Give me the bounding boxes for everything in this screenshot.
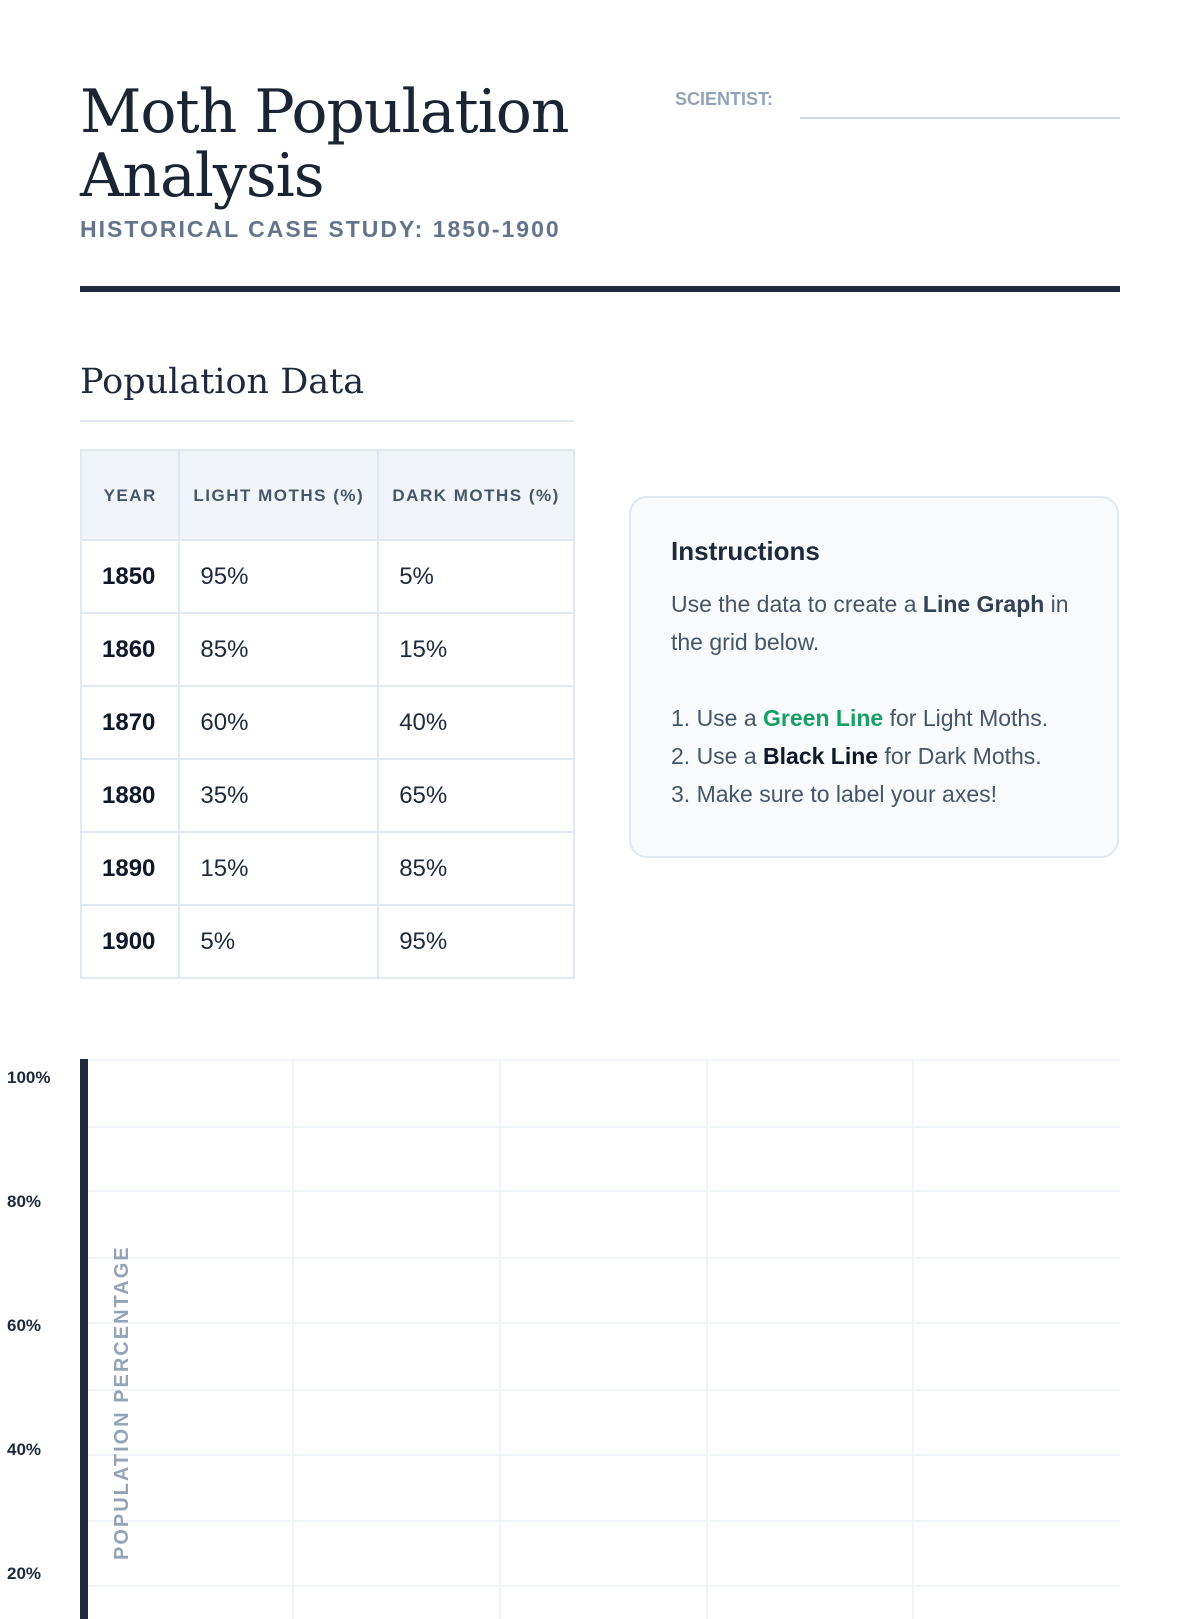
- table-header-row: [81, 450, 574, 540]
- intro-text: Use the data to create a: [671, 591, 923, 617]
- instruction-step: [671, 699, 1077, 737]
- year-cell: 1870: [81, 686, 179, 759]
- instructions-heading: Instructions: [671, 536, 820, 566]
- light-moths-cell: 5%: [179, 905, 378, 978]
- intro-text-end: in the grid below.: [671, 591, 1069, 655]
- y-tick-label: 100%: [7, 1068, 51, 1087]
- y-axis-label: POPULATION PERCENTAGE: [111, 1245, 133, 1560]
- step-text: 3. Make sure to label your axes!: [671, 781, 997, 807]
- instructions-box: [629, 496, 1119, 858]
- instructions-steps: [671, 699, 1077, 813]
- table-row: [81, 686, 574, 759]
- scientist-label: SCIENTIST:: [675, 89, 774, 109]
- step-text-end: for Dark Moths.: [878, 743, 1042, 769]
- dark-moths-cell: 5%: [378, 540, 574, 613]
- table-row: [81, 540, 574, 613]
- column-header-year: YEAR: [81, 450, 179, 540]
- line-graph-emphasis: Line Graph: [922, 591, 1045, 617]
- year-cell: 1850: [81, 540, 179, 613]
- table-row: [81, 905, 574, 978]
- table-row: [81, 832, 574, 905]
- column-header-dark-moths: DARK MOTHS (%): [378, 450, 574, 540]
- dark-moths-cell: 40%: [378, 686, 574, 759]
- year-cell: 1890: [81, 832, 179, 905]
- step-text-end: for Light Moths.: [883, 705, 1049, 731]
- graph-grid[interactable]: [80, 1059, 1120, 1619]
- year-cell: 1860: [81, 613, 179, 686]
- light-moths-cell: 60%: [179, 686, 378, 759]
- dark-moths-cell: 65%: [378, 759, 574, 832]
- y-tick-label: 40%: [7, 1440, 42, 1459]
- green-line-highlight: Green Line: [763, 705, 884, 731]
- scientist-name-line: [800, 117, 1120, 119]
- light-moths-cell: 35%: [179, 759, 378, 832]
- step-text: 2. Use a: [671, 743, 764, 769]
- instruction-step: [671, 737, 1077, 775]
- dark-moths-cell: 85%: [378, 832, 574, 905]
- section-title: Population Data: [80, 362, 365, 402]
- y-tick-label: 20%: [7, 1564, 42, 1583]
- black-line-highlight: Black Line: [763, 743, 879, 769]
- table-row: [81, 759, 574, 832]
- light-moths-cell: 95%: [179, 540, 378, 613]
- page-subtitle: HISTORICAL CASE STUDY: 1850-1900: [80, 216, 561, 242]
- step-text: 1. Use a: [671, 705, 764, 731]
- table-row: [81, 613, 574, 686]
- y-tick-label: 60%: [7, 1316, 42, 1335]
- year-cell: 1900: [81, 905, 179, 978]
- page-title: Moth Population Analysis: [80, 77, 569, 211]
- column-header-light-moths: LIGHT MOTHS (%): [179, 450, 378, 540]
- dark-moths-cell: 95%: [378, 905, 574, 978]
- instructions-intro: [671, 585, 1077, 661]
- light-moths-cell: 85%: [179, 613, 378, 686]
- section-divider: [80, 420, 574, 422]
- graph-y-axis: [80, 1059, 88, 1619]
- header-divider: [80, 286, 1120, 292]
- light-moths-cell: 15%: [179, 832, 378, 905]
- y-tick-label: 80%: [7, 1192, 42, 1211]
- dark-moths-cell: 15%: [378, 613, 574, 686]
- year-cell: 1880: [81, 759, 179, 832]
- population-table: [80, 449, 575, 979]
- instruction-step: [671, 775, 1077, 813]
